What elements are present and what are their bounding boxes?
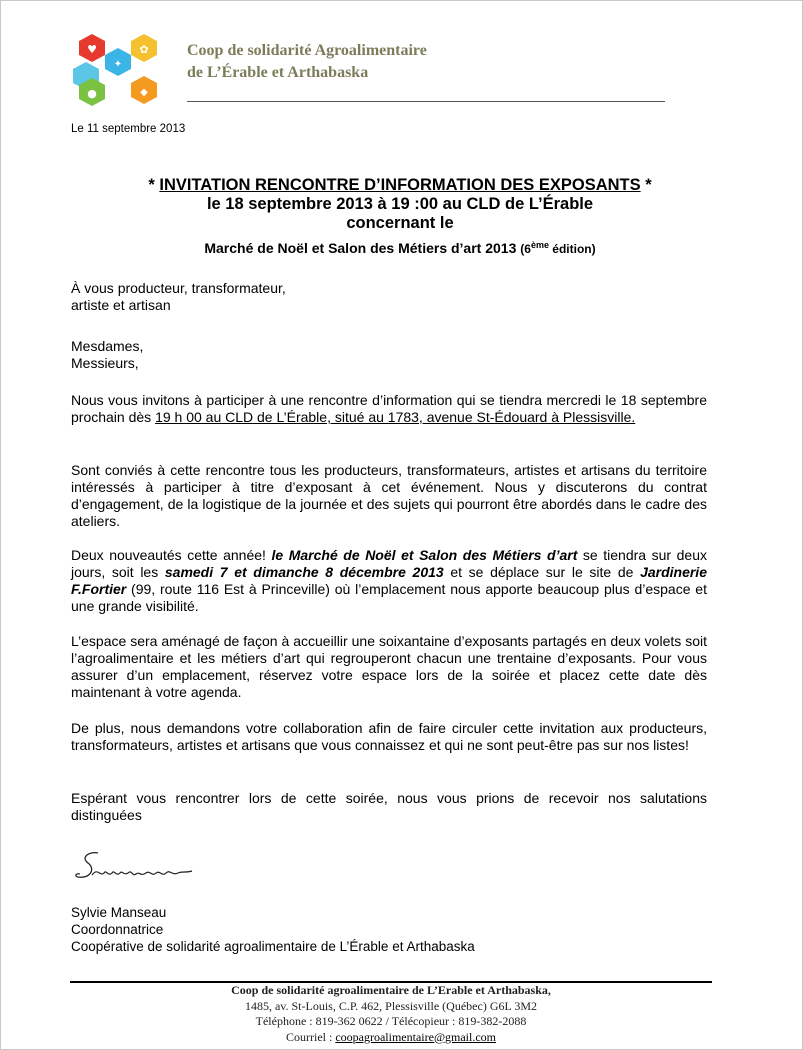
recipients-line1: À vous producteur, transformateur, [71,280,286,296]
p3-intro: Deux nouveautés cette année! [71,547,272,563]
p3-dates: samedi 7 et dimanche 8 décembre 2013 [164,564,444,580]
salutation-line1: Mesdames, [71,338,144,354]
p1-location: 19 h 00 au CLD de L’Érable, situé au 1783, avenue St-Édouard à Plessisville. [155,409,636,425]
handwritten-signature [68,843,208,891]
logo-hex-orange [131,76,157,104]
footer-email-line [70,1030,712,1046]
footer-email-label: Courriel : [286,1029,336,1044]
letter-date: Le 11 septembre 2013 [71,123,186,135]
salutation-line2: Messieurs, [71,355,139,371]
paragraph-1 [71,392,707,426]
title-line1 [40,176,760,195]
p3-text-3: (99, route 116 Est à Princeville) où l’emplacement nous apporte beaucoup plus d’espace et une grande visibilité. [71,581,707,614]
org-name-line1: Coop de solidarité Agroalimentaire [187,42,427,59]
p6-text: Espérant vous rencontrer lors de cette soirée, nous vous prions de recevoir nos salutations distinguées [71,790,707,823]
title-main: INVITATION RENCONTRE D’INFORMATION DES EXPOSANTS [159,176,641,194]
title-line4 [40,236,760,259]
p4-text: L’espace sera aménagé de façon à accueillir une soixantaine d’exposants partagés en deux volets soit l’agroalimentaire et les métiers d’art qui regrouperont chacun une trentaine d’exposants. Pour vous assurer d’un emplacement, réservez votre espace lors de la soirée et placez cette date dès maintenant à votre agenda. [71,633,707,700]
recipients [71,280,707,314]
p3-event-name: le Marché de Noël et Salon des Métiers d’art [271,547,578,563]
edition-note [520,242,595,256]
svg-text:✦: ✦ [113,59,123,70]
footer-address: 1485, av. St-Louis, C.P. 462, Plessisville (Québec) G6L 3M2 [244,998,538,1013]
p3-venue: Jardinerie F.Fortier [71,564,707,597]
paragraph-5 [71,720,707,754]
footer-phone: Téléphone : 819-362 0622 / Télécopieur : 819-382-2088 [255,1014,527,1028]
org-name-line2: de L’Érable et Arthabaska [187,64,369,81]
footer-email-link[interactable]: coopagroalimentaire@gmail.com [335,1029,496,1044]
title-star-left: * [148,176,160,194]
p5-text: De plus, nous demandons votre collaboration afin de faire circuler cette invitation aux producteurs, transformateurs, artistes et artisans que vous connaissez et qui ne sont peut-être pas sur nos listes! [71,720,707,753]
title-line3: concernant le [346,214,454,232]
p3-text-1: se tiendra sur deux jours, soit les [71,547,707,580]
event-name: Marché de Noël et Salon des Métiers d’art 2013 [204,240,521,256]
letter-footer [70,983,712,1045]
edition-number: (6 [520,242,531,256]
paragraph-4 [71,633,707,701]
paragraph-3 [71,547,707,615]
footer-org: Coop de solidarité agroalimentaire de L’Erable et Arthabaska, [231,983,551,997]
svg-text:●: ● [87,87,97,100]
logo-hex-blue [105,48,131,76]
p2-text: Sont conviés à cette rencontre tous les producteurs, transformateurs, artistes et artisans du territoire intéressés à participer à titre d’exposant à cet événement. Nous y discuterons du contrat d’engagement, de la logistique de la journée et des sujets qui pourront être abordés dans le cadre des ateliers. [71,462,707,529]
signer-title: Coordonnatrice [71,922,164,937]
header-rule [187,101,665,102]
svg-text:♥: ♥ [87,43,97,56]
edition-superscript: ème [530,240,549,250]
edition-word: édition) [548,242,596,256]
signer-organization: Coopérative de solidarité agroalimentaire de L’Érable et Arthabaska [71,939,475,954]
paragraph-6 [71,790,707,824]
invitation-title [40,176,760,259]
svg-text:◆: ◆ [140,87,148,98]
coop-logo [72,34,164,106]
recipients-line2: artiste et artisan [71,297,171,313]
svg-text:✿: ✿ [139,43,149,56]
logo-hex-yellow [131,34,157,62]
signature-block [71,904,707,955]
title-line2: le 18 septembre 2013 à 19 :00 au CLD de L’Érable [206,195,594,213]
p3-text-2: et se déplace sur le site de [443,564,641,580]
p1-text: Nous vous invitons à participer à une rencontre d’information qui se tiendra mercredi le 18 septembre prochain dès [71,392,707,425]
salutation [71,338,707,372]
org-header [187,40,427,84]
logo-hex-red [79,34,105,62]
paragraph-2 [71,462,707,530]
signer-name: Sylvie Manseau [71,905,167,920]
title-star-right: * [640,176,652,194]
